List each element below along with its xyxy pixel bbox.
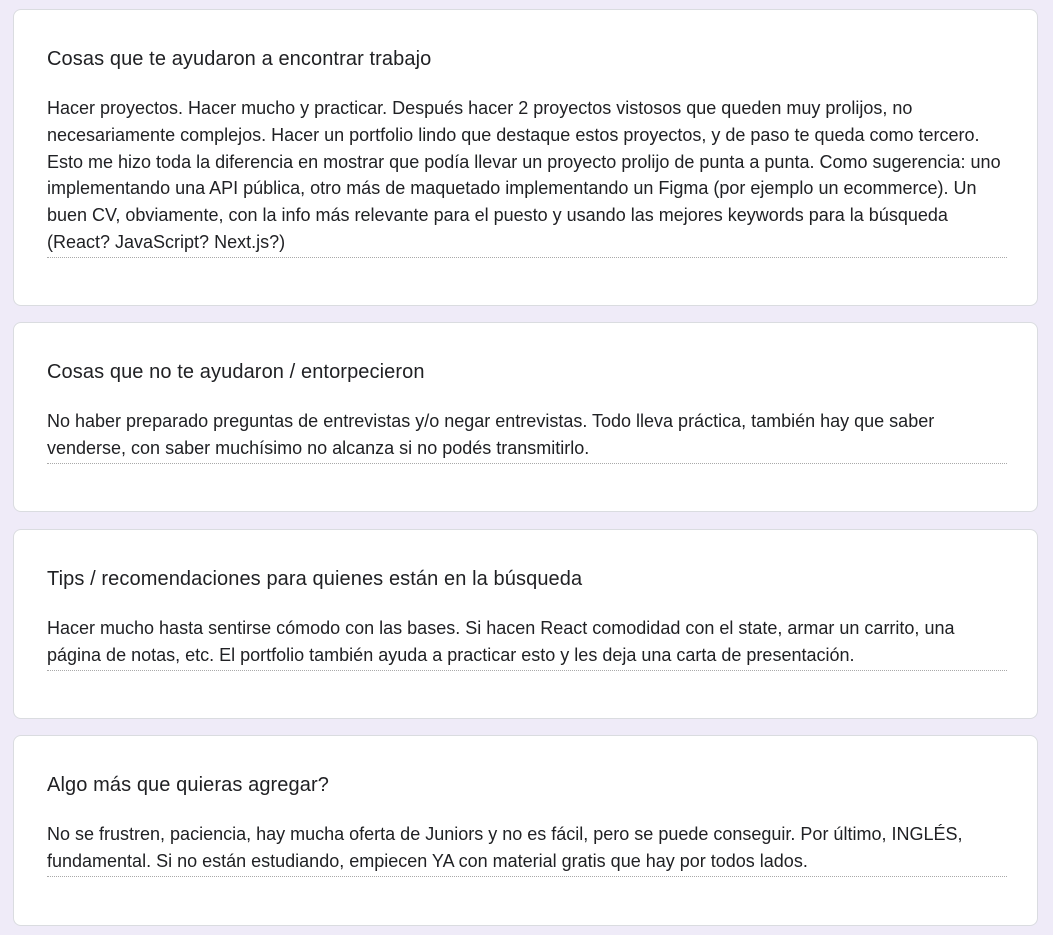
answer-text: Hacer mucho hasta sentirse cómodo con las bases. Si hacen React comodidad con el state, armar un carrito, una página de notas, etc. El portfolio también ayuda a practicar esto y les deja una carta de presentación. bbox=[47, 615, 1007, 671]
question-title: Algo más que quieras agregar? bbox=[47, 774, 329, 796]
answer-text: Hacer proyectos. Hacer mucho y practicar. Después hacer 2 proyectos vistosos que queden muy prolijos, no necesariamente complejos. Hacer un portfolio lindo que destaque estos proyectos, y de paso te queda como tercero. Esto me hizo toda la diferencia en mostrar que podía llevar un proyecto prolijo de punta a punta. Como sugerencia: uno implementando una API pública, otro más de maquetado implementando un Figma (por ejemplo un ecommerce). Un buen CV, obviamente, con la info más relevante para el puesto y usando las mejores keywords para la búsqueda (React? JavaScript? Next.js?) bbox=[47, 95, 1007, 258]
question-card-anything-else bbox=[13, 735, 1038, 926]
question-card-found-job bbox=[13, 9, 1038, 306]
answer-text: No se frustren, paciencia, hay mucha oferta de Juniors y no es fácil, pero se puede conseguir. Por último, INGLÉS, fundamental. Si no están estudiando, empiecen YA con material gratis que hay por todos lados. bbox=[47, 821, 1007, 877]
question-title: Tips / recomendaciones para quienes están en la búsqueda bbox=[47, 568, 583, 590]
question-card-did-not-help bbox=[13, 322, 1038, 512]
question-title: Cosas que te ayudaron a encontrar trabajo bbox=[47, 48, 432, 70]
question-card-tips bbox=[13, 529, 1038, 719]
answer-text: No haber preparado preguntas de entrevistas y/o negar entrevistas. Todo lleva práctica, también hay que saber venderse, con saber muchísimo no alcanza si no podés transmitirlo. bbox=[47, 408, 1007, 464]
question-title: Cosas que no te ayudaron / entorpecieron bbox=[47, 361, 425, 383]
